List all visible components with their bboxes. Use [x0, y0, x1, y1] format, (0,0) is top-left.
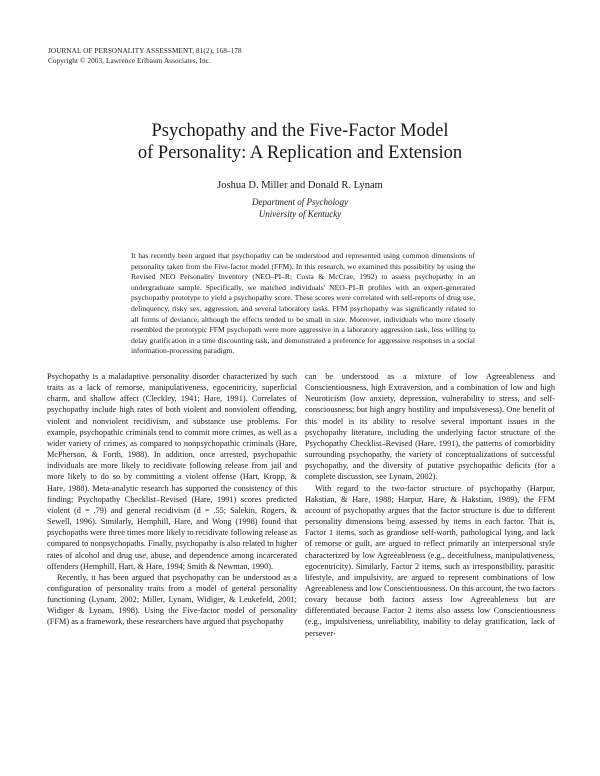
abstract: It has recently been argued that psychopathy can be understood and represented using common dimensions of personality taken from the Five-factor model (FFM). In this research, we examined this possibility by using the Revised NEO Personality Inventory (NEO–PI–R; Costa & McCrae, 1992) to assess psychopathy in an undergraduate sample. Specifically, we matched individuals' NEO–PI–R profiles with an expert-generated psychopathy prototype to yield a psychopathy score. These scores were correlated with self-reports of drug use, delinquency, risky sex, aggression, and several laboratory tasks. FFM psychopathy was significantly related to all forms of deviance, although the effects tended to be small in size. Moreover, individuals who more closely resembled the prototypic FFM psychopath were more aggressive in a laboratory aggression task, less willing to delay gratification in a time discounting task, and demonstrated a preference for aggressive responses in a social information-processing paradigm. — [131, 251, 475, 356]
body-column-left — [47, 371, 297, 628]
running-header — [48, 46, 242, 66]
affiliation-university: University of Kentucky — [258, 208, 342, 219]
title-line-1: Psychopathy and the Five-Factor Model — [151, 121, 449, 141]
copyright-notice: Copyright © 2003, Lawrence Erlbaum Associates, Inc. — [48, 57, 211, 65]
author-list: Joshua D. Miller and Donald R. Lynam — [217, 180, 383, 191]
paper-title — [0, 120, 600, 164]
title-line-2: of Personality: A Replication and Extension — [137, 143, 463, 163]
affiliation-department: Department of Psychology — [252, 197, 348, 207]
body-paragraph: can be understood as a mixture of low Agreeableness and Conscientiousness, high Extraversion, and a combination of low and high Neuroticism (low anxiety, depression, vulnerability to stress, and self-consciousness; but high angry hostility and impulsiveness). One benefit of this model is its ability to resolve several important issues in the psychopathy literature, including the underlying factor structure of the Psychopathy Checklist–Revised (Hare, 1991), the patterns of comorbidity surrounding psychopathy, the variety of conceptualizations of successful psychopathy, and the diversity of putative psychopathic deficits (for a complete discussion, see Lynam, 2002). — [305, 372, 555, 482]
body-paragraph: Recently, it has been argued that psychopathy can be understood as a configuration of personality traits from a model of general personality functioning (Lynam, 2002; Miller, Lynam, Widiger, & Leukefeld, 2001; Widiger & Lynam, 1998). Using the Five-factor model of personality (FFM) as a framework, these researchers have argued that psychopathy — [47, 572, 297, 627]
body-paragraph: Psychopathy is a maladaptive personality disorder characterized by such traits as a lack of remorse, manipulativeness, egocentricity, superficial charm, and shallow affect (Cleckley, 1941; Hare, 1991). Correlates of psychopathy include high rates of both violent and nonviolent offending, violent and nonviolent recidivism, and substance use problems. For example, psychopathic criminals tend to commit more crimes, as well as a wider variety of crimes, as compared to nonpsychopathic criminals (Hare, McPherson, & Forth, 1988). In addition, once arrested, psychopathic individuals are more likely to recidivate following release from jail and more likely to do so by committing a violent offense (Hart, Kropp, & Hare, 1988). Meta-analytic research has supported the consistency of this finding; Psychopathy Checklist–Revised (Hare, 1991) scores predicted violent (d = .79) and general recidivism (d = .55; Salekin, Rogers, & Sewell, 1996). Similarly, Hemphill, Hare, and Wong (1998) found that psychopaths were three times more likely to recidivate following release as compared to nonpsychopaths. Finally, psychopathy is also related to higher rates of alcohol and drug use, abuse, and dependence among incarcerated offenders (Hemphill, Hart, & Hare, 1994; Smith & Newman, 1990). — [47, 372, 297, 571]
affiliation — [0, 197, 600, 220]
body-paragraph: With regard to the two-factor structure of psychopathy (Harpur, Hakstian, & Hare, 1988; Harpur, Hare, & Hakstian, 1989), the FFM account of psychopathy argues that the factor structure is due to different personality dimensions being assessed by items in each factor. That is, Factor 1 items, such as grandiose self-worth, pathological lying, and lack of remorse or guilt, are argued to reflect primarily an interpersonal style characterized by low Agreeableness (e.g., deceitfulness, manipulativeness, egocentricity). Similarly, Factor 2 items, such as irresponsibility, parasitic lifestyle, and impulsivity, are argued to represent combinations of low Agreeableness and low Conscientiousness. On this account, the two factors covary because both factors assess low Agreeableness but are differentiated because Factor 2 items also assess low Conscientiousness (e.g., impulsiveness, unreliability, inability to delay gratification, lack of persever- — [305, 483, 556, 638]
journal-citation: JOURNAL OF PERSONALITY ASSESSMENT, 81(2), 168–178 — [48, 47, 242, 55]
body-column-right — [305, 371, 555, 639]
